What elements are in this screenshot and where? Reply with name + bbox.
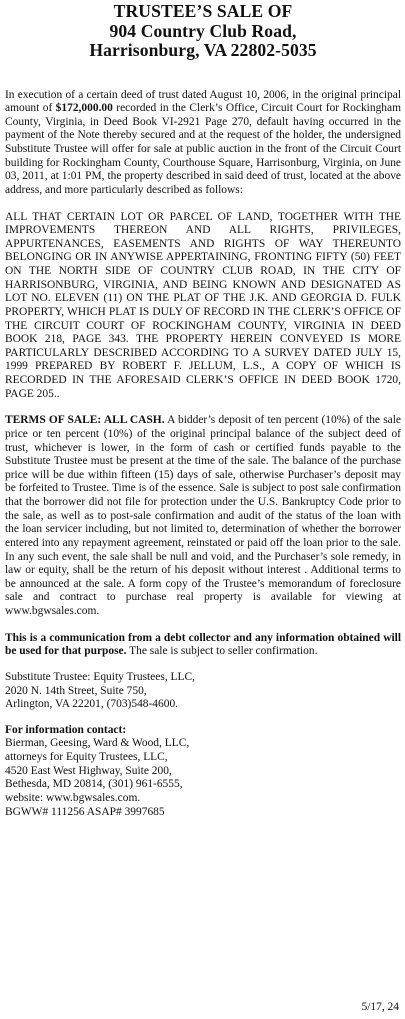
terms-of-sale-paragraph	[5, 414, 401, 618]
contact-heading-text: For information contact:	[5, 723, 127, 736]
contact-block	[5, 724, 401, 819]
headline-city-state-zip: Harrisonburg, VA 22802-5035	[89, 40, 317, 60]
debt-collector-notice	[5, 632, 401, 659]
seller-confirmation-text: The sale is subject to seller confirmation.	[126, 645, 318, 658]
contact-line: Bethesda, MD 20814, (301) 961-6555,	[5, 778, 183, 791]
debt-collector-statement: This is a communication from a debt collector and any information obtained will be used for that purpose.	[5, 631, 401, 658]
contact-heading	[5, 724, 401, 738]
intro-paragraph	[5, 89, 401, 198]
trustee-line: Arlington, VA 22201, (703)548-4600.	[5, 698, 179, 711]
substitute-trustee-block	[5, 671, 401, 712]
notice-headline	[5, 2, 401, 61]
contact-line: attorneys for Equity Trustees, LLC,	[5, 751, 168, 763]
contact-website: website: www.bgwsales.com.	[5, 791, 141, 804]
intro-text-end: recorded in the Clerk’s Office, Circuit Court for Rockingham County, Virginia, in Deed Book VI-2921 Page 270, default having occurred in the payment of the Note thereby secured and at the request of the holder, the undersigned Substitute Trustee will offer for sale at public auction in the front of the Circuit Court building for Rockingham County, Courthouse Square, Harrisonburg, Virginia, on June 03, 2011, at 1:01 PM, the property described in said deed of trust, located at the above address, and more particularly described as follows:	[5, 102, 401, 196]
terms-body: A bidder’s deposit of ten percent (10%) of the sale price or ten percent (10%) of the original principal balance of the subject deed of trust, whichever is lower, in the form of cash or certified funds payable to the Substitute Trustee must be present at the time of the sale. The balance of the purchase price will be due within fifteen (15) days of sale, otherwise Purchaser’s deposit may be forfeited to Trustee. Time is of the essence. Sale is subject to post sale confirmation that the borrower did not file for protection under the U.S. Bankruptcy Code prior to the sale, as well as to post-sale confirmation and audit of the status of the loan with the loan servicer including, but not limited to, determination of whether the borrower entered into any repayment agreement, reinstated or paid off the loan prior to the sale. In any such event, the sale shall be null and void, and the Purchaser’s sole remedy, in law or equity, shall be the return of his deposit without interest . Additional terms to be announced at the sale. A form copy of the Trustee’s memorandum of foreclosure sale and contract to purchase real property is available for viewing at www.bgwsales.com.	[5, 414, 401, 617]
principal-amount: $172,000.00	[55, 102, 113, 115]
contact-reference-numbers: BGWW# 111256 ASAP# 3997685	[5, 805, 165, 818]
contact-line: 4520 East West Highway, Suite 200,	[5, 764, 172, 777]
trustee-line: 2020 N. 14th Street, Suite 750,	[5, 684, 147, 697]
legal-description-paragraph: ALL THAT CERTAIN LOT OR PARCEL OF LAND, TOGETHER WITH THE IMPROVEMENTS THEREON AND ALL RIGHTS, PRIVILEGES, APPURTENANCES, EASEMENTS AND RIGHTS OF WAY THEREUNTO BELONGING OR IN ANYWISE APPERTAINING, FRONTING FIFTY (50) FEET ON THE NORTH SIDE OF COUNTRY CLUB ROAD, IN THE CITY OF HARRISONBURG, VIRGINIA, AND BEING KNOWN AND DESIGNATED AS LOT NO. ELEVEN (11) ON THE PLAT OF THE J.K. AND GEORGIA D. FULK PROPERTY, WHICH PLAT IS DULY OF RECORD IN THE CLERK’S OFFICE OF THE CIRCUIT COURT OF ROCKINGHAM COUNTY, VIRGINIA IN DEED BOOK 218, PAGE 343. THE PROPERTY HEREIN CONVEYED IS MORE PARTICULARLY DESCRIBED ACCORDING TO A SURVEY DATED JULY 15, 1999 PREPARED BY ROBERT F. JELLUM, L.S., A COPY OF WHICH IS RECORDED IN THE AFORESAID CLERK’S OFFICE IN DEED BOOK 1720, PAGE 205..	[5, 210, 401, 400]
trustee-line: Substitute Trustee: Equity Trustees, LLC,	[5, 670, 196, 683]
run-dates: 5/17, 24	[361, 1001, 399, 1013]
contact-line: Bierman, Geesing, Ward & Wood, LLC,	[5, 737, 190, 750]
headline-title: TRUSTEE’S SALE OF	[113, 1, 293, 21]
terms-heading: TERMS OF SALE: ALL CASH.	[5, 414, 165, 427]
headline-street-address: 904 Country Club Road,	[109, 20, 297, 41]
intro-text-start: In execution of a certain deed of trust dated August 10, 2006, in the original principal amount of	[5, 88, 401, 115]
